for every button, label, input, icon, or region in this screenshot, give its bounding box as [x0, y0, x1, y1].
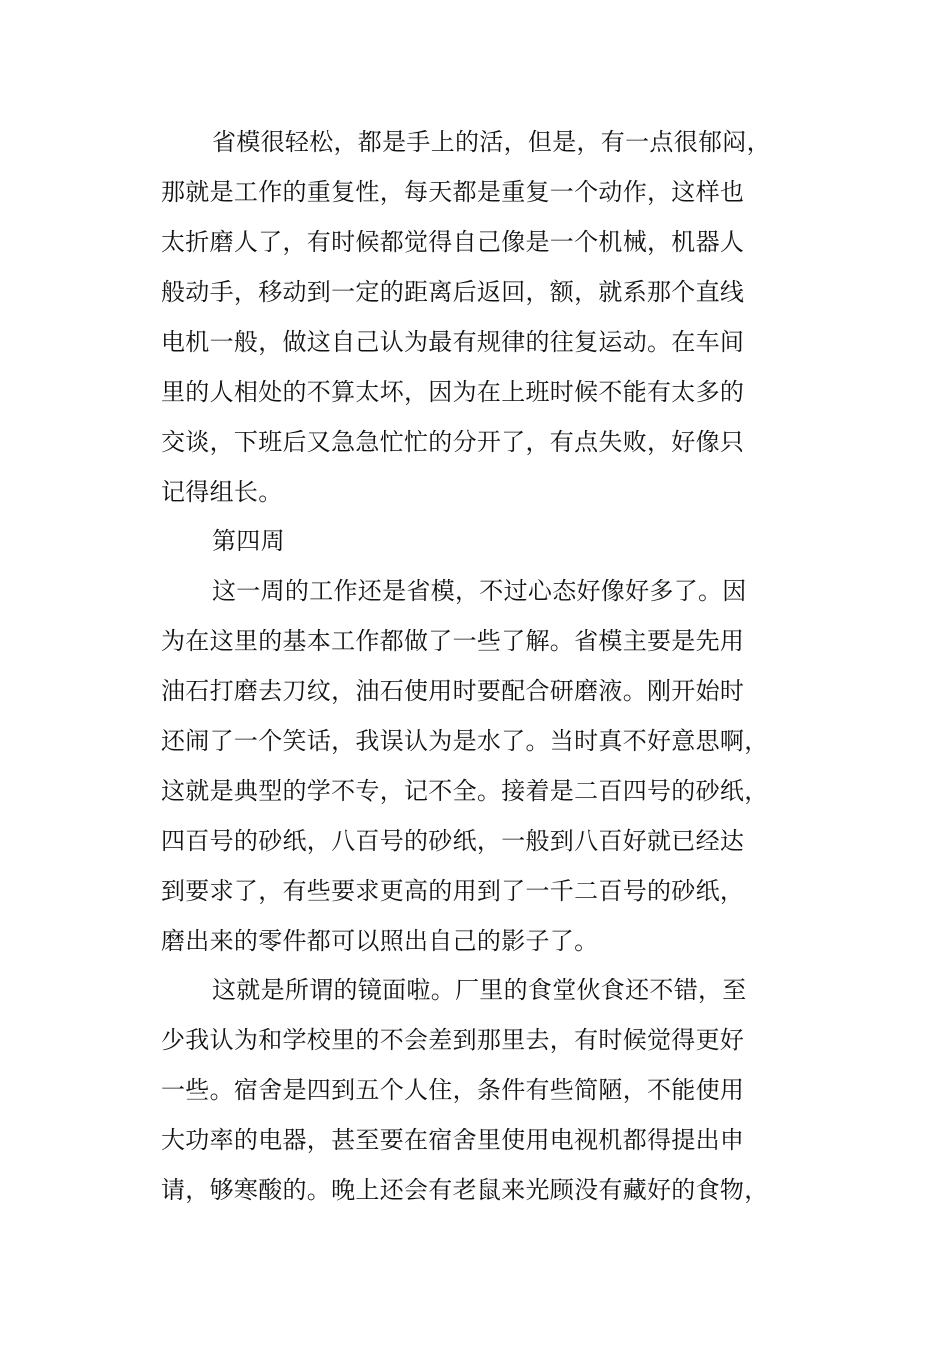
paragraph-line: 般动手，移动到一定的距离后返回，额，就系那个直线: [161, 278, 745, 306]
paragraph-line: 油石打磨去刀纹，油石使用时要配合研磨液。刚开始时: [161, 677, 745, 705]
paragraph-line: 省模很轻松，都是手上的活，但是，有一点很郁闷，: [212, 128, 771, 156]
paragraph-line: 太折磨人了，有时候都觉得自己像是一个机械，机器人: [161, 228, 745, 256]
paragraph-line: 大功率的电器，甚至要在宿舍里使用电视机都得提出申: [161, 1126, 745, 1154]
paragraph-line: 这一周的工作还是省模，不过心态好像好多了。因: [212, 577, 747, 605]
paragraph-line: 记得组长。: [161, 478, 283, 506]
paragraph-line: 交谈，下班后又急急忙忙的分开了，有点失败，好像只: [161, 428, 745, 456]
paragraph-line: 那就是工作的重复性，每天都是重复一个动作，这样也: [161, 178, 745, 206]
paragraph-line: 还闹了一个笑话，我误认为是水了。当时真不好意思啊，: [161, 727, 769, 755]
paragraph-line: 到要求了，有些要求更高的用到了一千二百号的砂纸，: [161, 877, 745, 905]
paragraph-line: 里的人相处的不算太坏，因为在上班时候不能有太多的: [161, 378, 745, 406]
paragraph-line: 为在这里的基本工作都做了一些了解。省模主要是先用: [161, 627, 745, 655]
paragraph-line: 请，够寒酸的。晚上还会有老鼠来光顾没有藏好的食物，: [161, 1176, 769, 1204]
section-heading: 第四周: [212, 527, 285, 555]
paragraph-line: 一些。宿舍是四到五个人住，条件有些简陋，不能使用: [161, 1076, 745, 1104]
paragraph-line: 电机一般，做这自己认为最有规律的往复运动。在车间: [161, 328, 745, 356]
paragraph-line: 这就是典型的学不专，记不全。接着是二百四号的砂纸，: [161, 777, 769, 805]
paragraph-line: 少我认为和学校里的不会差到那里去，有时候觉得更好: [161, 1026, 745, 1054]
paragraph-line: 四百号的砂纸，八百号的砂纸，一般到八百好就已经达: [161, 827, 745, 855]
paragraph-line: 这就是所谓的镜面啦。厂里的食堂伙食还不错，至: [212, 976, 747, 1004]
paragraph-line: 磨出来的零件都可以照出自己的影子了。: [161, 927, 599, 955]
